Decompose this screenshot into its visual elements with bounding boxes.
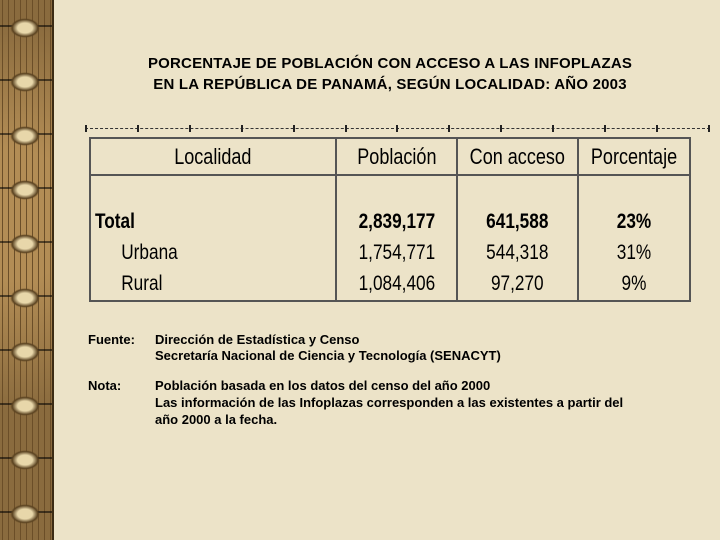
poblacion-column bbox=[336, 175, 458, 301]
strip-ring-icon bbox=[10, 234, 40, 254]
row-label-urbana: Urbana bbox=[121, 241, 178, 264]
nota-line-2: Las información de las Infoplazas corresponden a las existentes a partir del bbox=[155, 395, 624, 410]
header-con-acceso: Con acceso bbox=[468, 138, 567, 175]
slide-title bbox=[70, 53, 710, 95]
cell-acceso-rural: 97,270 bbox=[491, 272, 545, 295]
strip-ring-icon bbox=[10, 18, 40, 38]
strip-ring-icon bbox=[10, 342, 40, 362]
nota-line-3: año 2000 a la fecha. bbox=[155, 412, 278, 427]
con-acceso-column bbox=[457, 175, 578, 301]
strip-ring-icon bbox=[10, 288, 40, 308]
localidad-column bbox=[90, 175, 336, 301]
strip-ring-icon bbox=[10, 180, 40, 200]
cell-acceso-total: 641,588 bbox=[486, 210, 549, 233]
title-line-2: EN LA REPÚBLICA DE PANAMÁ, SEGÚN LOCALIDAD: AÑO 2003 bbox=[153, 76, 627, 93]
cell-acceso-urbana: 544,318 bbox=[486, 241, 549, 264]
strip-ring-icon bbox=[10, 72, 40, 92]
header-localidad: Localidad bbox=[112, 138, 313, 175]
title-divider bbox=[85, 128, 710, 133]
cell-poblacion-urbana: 1,754,771 bbox=[358, 241, 435, 264]
row-label-rural: Rural bbox=[121, 272, 163, 295]
fuente-line-2: Secretaría Nacional de Ciencia y Tecnología (SENACYT) bbox=[155, 348, 501, 363]
strip-ring-icon bbox=[10, 504, 40, 524]
strip-ring-icon bbox=[10, 396, 40, 416]
fuente-line-1: Dirección de Estadística y Censo bbox=[155, 332, 360, 347]
strip-ring-icon bbox=[10, 450, 40, 470]
nota-line-1: Población basada en los datos del censo del año 2000 bbox=[155, 378, 491, 393]
cell-porcentaje-urbana: 31% bbox=[616, 241, 652, 264]
header-poblacion: Población bbox=[347, 138, 447, 175]
cell-poblacion-total: 2,839,177 bbox=[358, 210, 435, 233]
table-header-row bbox=[90, 138, 690, 175]
cell-porcentaje-rural: 9% bbox=[621, 272, 647, 295]
fuente-label: Fuente: bbox=[88, 332, 135, 347]
population-table bbox=[89, 137, 691, 302]
cell-porcentaje-total: 23% bbox=[616, 210, 652, 233]
title-line-1: PORCENTAJE DE POBLACIÓN CON ACCESO A LAS INFOPLAZAS bbox=[147, 55, 633, 72]
porcentaje-column bbox=[578, 175, 690, 301]
decorative-side-strip bbox=[0, 0, 54, 540]
row-label-total: Total bbox=[95, 210, 135, 233]
cell-poblacion-rural: 1,084,406 bbox=[358, 272, 435, 295]
header-porcentaje: Porcentaje bbox=[588, 138, 680, 175]
nota-label: Nota: bbox=[88, 378, 122, 393]
strip-ring-icon bbox=[10, 126, 40, 146]
